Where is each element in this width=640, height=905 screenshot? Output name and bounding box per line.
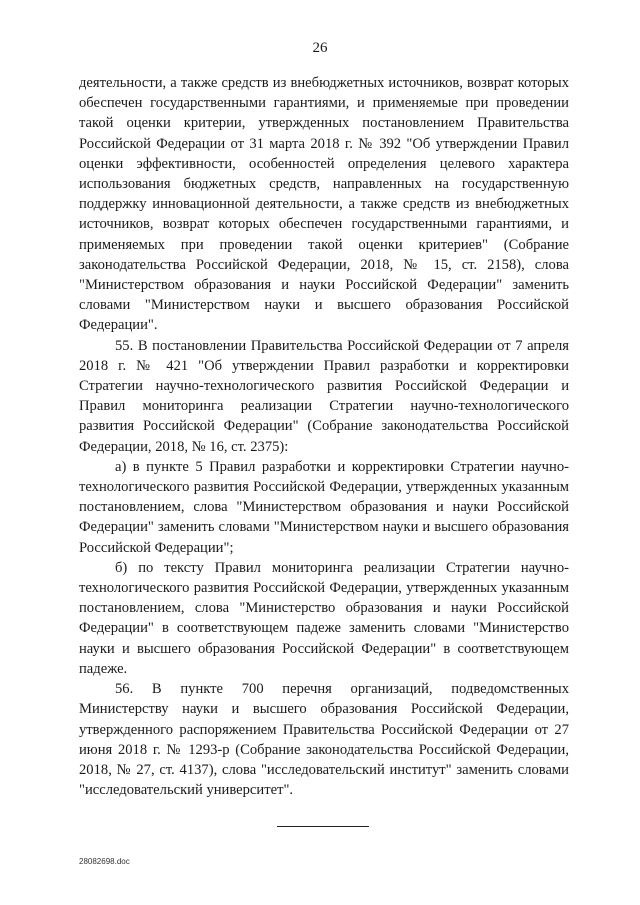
document-body	[79, 73, 569, 800]
closing-divider	[277, 826, 369, 827]
paragraph-item-55b: б) по тексту Правил мониторинга реализации Стратегии научно-технологического развития Российской Федерации, утвержденных указанным постановлением, слова "Министерство образования и науки Российской Федерации" в соответствующем падеже заменить словами "Министерство науки и высшего образования Российской Федерации" в соответствующем падеже.	[79, 559, 569, 677]
page-number: 26	[312, 40, 328, 56]
paragraph-item-56: 56. В пункте 700 перечня организаций, подведомственных Министерству науки и высшего образования Российской Федерации, утвержденного распоряжением Правительства Российской Федерации от 27 июня 2018 г. № 1293-р (Собрание законодательства Российской Федерации, 2018, № 27, ст. 4137), слова "исследовательский институт" заменить словами "исследовательский университет".	[79, 681, 569, 799]
paragraph-item-55a: а) в пункте 5 Правил разработки и корректировки Стратегии научно-технологического развития Российской Федерации, утвержденных указанным постановлением, слова "Министерством образования и науки Российской Федерации" заменить словами "Министерством науки и высшего образования Российской Федерации";	[79, 458, 569, 556]
paragraph-continuation: деятельности, а также средств из внебюджетных источников, возврат которых обеспечен государственными гарантиями, и применяемые при проведении такой оценки критерии, утвержденных постановлением Правительства Российской Федерации от 31 марта 2018 г. № 392 "Об утверждении Правил оценки эффективности, особенностей определения целевого характера использования бюджетных средств, направленных на государственную поддержку инновационной деятельности, а также средств из внебюджетных источников, возврат которых обеспечен государственными гарантиями, и применяемых при проведении такой оценки критериев" (Собрание законодательства Российской Федерации, 2018, № 15, ст. 2158), слова "Министерством образования и науки Российской Федерации" заменить словами "Министерством науки и высшего образования Российской Федерации".	[79, 75, 569, 334]
document-file-id: 28082698.doc	[79, 857, 130, 866]
paragraph-item-55: 55. В постановлении Правительства Российской Федерации от 7 апреля 2018 г. № 421 "Об утверждении Правил разработки и корректировки Стратегии научно-технологического развития Российской Федерации и Правил мониторинга реализации Стратегии научно-технологического развития Российской Федерации" (Собрание законодательства Российской Федерации, 2018, № 16, ст. 2375):	[79, 337, 569, 455]
